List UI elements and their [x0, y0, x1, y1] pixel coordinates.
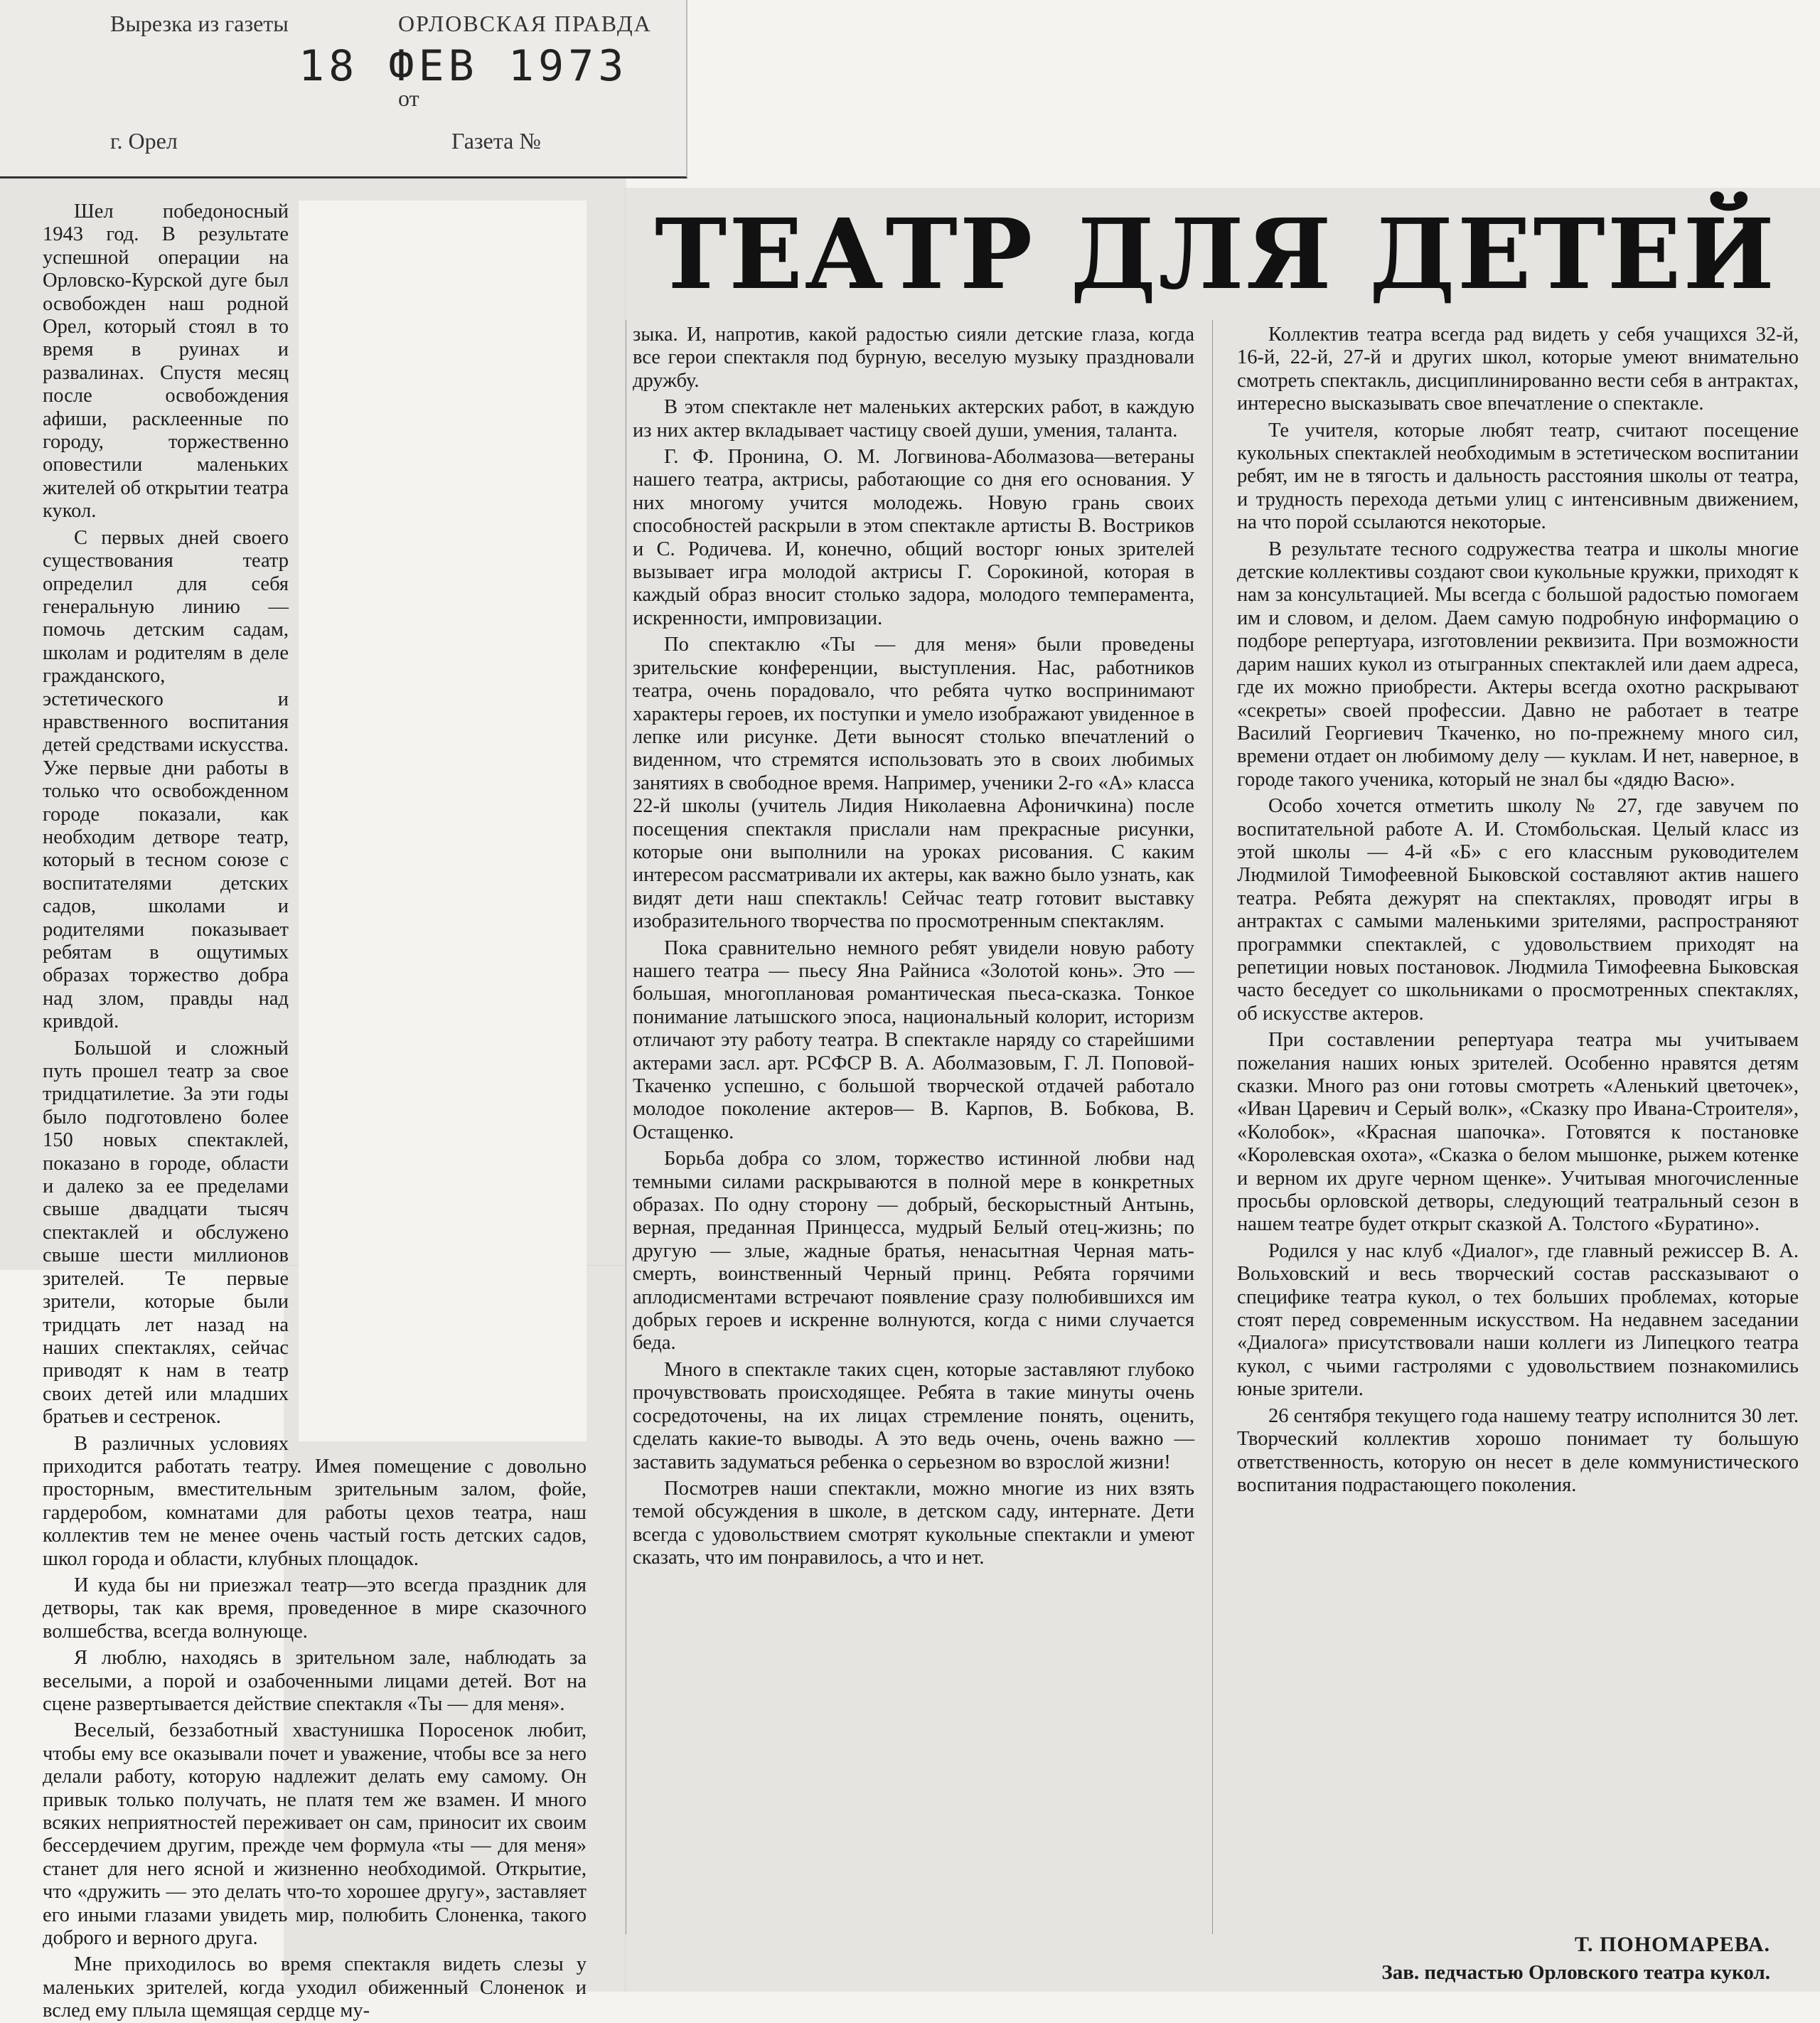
paragraph: Много в спектакле таких сцен, которые заставляют глубоко прочувствовать происходящее. Ребята в такие минуты очень сосредоточены, на их лицах стремление понять, оценить, сделать какие-то выводы. А это ведь очень, очень важно — заставить задуматься ребенка о серьезном во взрослой жизни! [633, 1358, 1194, 1473]
paragraph: Родился у нас клуб «Диалог», где главный режиссер В. А. Вольховский и весь творческий состав рассказывают о специфике театра кукол, о тех больших проблемах, которые стоят перед современным искусством. На недавнем заседании «Диалога» присутствовали наши коллеги из Липецкого театра кукол, с чьими гастролями с удовольствием познакомились юные зрители. [1237, 1239, 1799, 1401]
newspaper-name: ОРЛОВСКАЯ ПРАВДА [398, 11, 652, 36]
paragraph: С первых дней своего существования театр определил для себя генеральную линию — помочь детским садам, школам и родителям в деле гражданского, эстетического и нравственного воспитания детей средствами искусства. Уже первые дни работы в только что освобожденном городе показали, как необходим детворе театр, который в тесном союзе с воспитателями детских садов, школами и родителями показывает ребятам в ощутимых образах торжество добра над злом, правды над кривдой. [43, 526, 289, 1033]
author-role: Зав. педчастью Орловского театра кукол. [1381, 1961, 1770, 1984]
paragraph: При составлении репертуара театра мы учитываем пожелания наших юных зрителей. Особенно нравятся детям сказки. Много раз они готовы смотреть «Аленький цветочек», «Иван Царевич и Серый волк», «Сказку про Ивана-Строителя», «Колобок», «Красная шапочка». Готовятся к постановке «Королевская охота», «Сказка о белом мышонке, рыжем котенке и верном их друге черном щенке». Учитывая многочисленные просьбы орловской детворы, следующий театральный сезон в нашем театре будет открыт сказкой А. Толстого «Буратино». [1237, 1029, 1799, 1236]
clipping-stamp [0, 0, 687, 178]
paragraph: Я люблю, находясь в зрительном зале, наблюдать за веселыми, а порой и озабоченными лицами детей. Вот на сцене развертывается действие спектакля «Ты — для меня». [43, 1647, 587, 1715]
article-column-3 [1237, 324, 1799, 1923]
paragraph: В различных условиях приходится работать театру. Имея помещение с довольно просторным, вместительным зрительным залом, фойе, гардеробом, комнатами для работы цехов театра, наш коллектив тем не менее очень частый гость детских садов, школ города и области, клубных площадок. [43, 1432, 587, 1570]
paragraph: Борьба добра со злом, торжество истинной любви над темными силами раскрываются в полной мере в конкретных образах. По одну сторону — добрый, бескорыстный Антынь, верная, преданная Принцесса, мудрый Белый отец-жизнь; по другую — злые, жадные братья, ненасытная Черная мать-смерть, воинственный Черный принц. Ребята горячими аплодисментами встречают появление сразу полюбившихся им добрых героев и искренне волнуются, когда с ними случается беда. [633, 1148, 1194, 1355]
article-title: ТЕАТР ДЛЯ ДЕТЕЙ [655, 198, 1777, 311]
paragraph: В этом спектакле нет маленьких актерских работ, в каждую из них актер вкладывает частицу своей души, умения, таланта. [633, 396, 1194, 442]
clipping-label: Вырезка из газеты [110, 11, 289, 36]
column-inset-space [299, 201, 587, 1441]
paragraph: Пока сравнительно немного ребят увидели новую работу нашего театра — пьесу Яна Райниса «Золотой конь». Это — большая, многоплановая романтическая пьеса-сказка. Тонкое понимание латышского эпоса, национальный колорит, историзм отличают эту работу театра. В спектакле наряду со старейшими актерами засл. арт. РСФСР В. А. Аболмазовым, Г. Л. Поповой-Ткаченко успешно, с большой творческой отдачей работало молодое поколение актеров— В. Карпов, В. Бобкова, В. Остащенко. [633, 936, 1194, 1143]
paragraph: Шел победоносный 1943 год. В результате успешной операции на Орловско-Курской дуге был освобожден наш родной Орел, который стоял в то время в руинах и развалинах. Спустя месяц после освобождения афиши, расклеенные по городу, торжественно оповестили маленьких жителей об открытии театра кукол. [43, 201, 289, 523]
paragraph: Коллектив театра всегда рад видеть у себя учащихся 32-й, 16-й, 22-й, 27-й и других школ, которые умеют внимательно смотреть спектакль, дисциплинированно вести себя в антрактах, интересно высказывать свое впечатление о спектакле. [1237, 324, 1799, 415]
label-from: от [398, 85, 419, 111]
paragraph: В результате тесного содружества театра и школы многие детские коллективы создают свои кукольные кружки, приходят к нам за консультацией. Мы всегда с большой радостью помогаем им и словом, и делом. Даем самую подробную информацию о подборе репертуара, изготовлении реквизита. При возможности дарим наших кукол из отыгранных спектаклей или даем адреса, где их можно приобрести. Актеры всегда охотно раскрывают «секреты» своей профессии. Давно не работает в театре Василий Георгиевич Ткаченко, но по-прежнему много сил, времени отдает он любимому делу — куклам. И нет, наверное, в городе такого ученика, который не знал бы «дядю Васю». [1237, 538, 1799, 791]
paragraph: зыка. И, напротив, какой радостью сияли детские глаза, когда все герои спектакля под бурную, веселую музыку праздновали дружбу. [633, 324, 1194, 392]
date-stamp: 18 ФЕВ 1973 [299, 41, 628, 91]
article-column-2 [633, 324, 1194, 1987]
issue-label: Газета № [451, 128, 541, 154]
article-column-1 [43, 201, 587, 2022]
city-label: г. Орел [110, 128, 178, 154]
paragraph: Г. Ф. Пронина, О. М. Логвинова-Аболмазова—ветераны нашего театра, актрисы, работающие со дня его основания. У них многому учится молодежь. Новую грань своих способностей раскрыли в этом спектакле артисты В. Востриков и С. Родичева. И, конечно, общий восторг юных зрителей вызывает игра молодой актрисы Г. Сорокиной, которая в каждый образ вносит столько задора, молодого темперамента, искренности, импровизации. [633, 446, 1194, 629]
paragraph: Мне приходилось во время спектакля видеть слезы у маленьких зрителей, когда уходил обиженный Слоненок и вслед ему плыла щемящая сердце му- [43, 1953, 587, 2022]
paragraph: 26 сентября текущего года нашему театру исполнится 30 лет. Творческий коллектив хорошо понимает ту большую ответственность, которую он несет в деле коммунистического воспитания подрастающего поколения. [1237, 1404, 1799, 1496]
paragraph: Посмотрев наши спектакли, можно многие из них взять темой обсуждения в школе, в детском саду, интернате. Дети всегда с удовольствием смотрят кукольные спектакли и умеют сказать, что им понравилось, а что и нет. [633, 1477, 1194, 1569]
paragraph: Те учителя, которые любят театр, считают посещение кукольных спектаклей необходимым в эстетическом воспитании ребят, им не в тягость и дальность расстояния школы от театра, и трудность перехода детьми улиц с интенсивным движением, на что порой ссылаются некоторые. [1237, 419, 1799, 534]
column-divider [1212, 320, 1213, 1934]
paragraph: И куда бы ни приезжал театр—это всегда праздник для детворы, так как время, проведенное в мире сказочного волшебства, всегда волнующе. [43, 1574, 587, 1643]
paragraph: Большой и сложный путь прошел театр за свое тридцатилетие. За эти годы было подготовлено более 150 новых спектаклей, показано в городе, области и далеко за ее пределами свыше двадцати тысяч спектаклей и обслужено свыше шести миллионов зрителей. Те первые зрители, которые были тридцать лет назад на наших спектаклях, сейчас приводят к нам в театр своих детей или младших братьев и сестренок. [43, 1037, 289, 1429]
paragraph: Веселый, беззаботный хвастунишка Поросенок любит, чтобы ему все оказывали почет и уважение, чтобы все за него делали работу, которую надлежит делать ему самому. Он привык только получать, не платя тем же взамен. И много всяких неприятностей переживает он сам, приносит их своим бессердечием другим, прежде чем формула «ты — для меня» станет для него ясной и жизненно необходимой. Открытие, что «дружить — это делать что-то хорошее другу», заставляет его иными глазами увидеть мир, полюбить Слоненка, такого доброго и верного друга. [43, 1719, 587, 1950]
author-name: Т. ПОНОМАРЕВА. [1575, 1933, 1770, 1956]
paragraph: По спектаклю «Ты — для меня» были проведены зрительские конференции, выступления. Нас, работников театра, очень порадовало, что ребята чутко воспринимают характеры героев, их поступки и умело изображают увиденное в лепке или рисунке. Дети выносят столько впечатлений о виденном, что стремятся использовать это в своих любимых занятиях в свободное время. Например, ученики 2-го «А» класса 22-й школы (учитель Лидия Николаевна Афоничкина) после посещения спектакля прислали нам прекрасные рисунки, которые они выполнили на уроках рисования. С каким интересом рассматривали их актеры, как важно было узнать, как видят дети наш спектакль! Сейчас театр готовит выставку изобразительного творчества по просмотренным спектаклям. [633, 634, 1194, 933]
paragraph: Особо хочется отметить школу № 27, где завучем по воспитательной работе А. И. Стомбольская. Целый класс из этой школы — 4-й «Б» с его классным руководителем Людмилой Тимофеевной Быковской составляют актив нашего театра. Ребята дежурят на спектаклях, проводят игры в антрактах с самыми маленькими зрителями, распространяют программки спектаклей, с удовольствием приходят на репетиции новых постановок. Людмила Тимофеевна Быковская часто беседует со школьниками о просмотренных спектаклях, об искусстве актеров. [1237, 795, 1799, 1025]
